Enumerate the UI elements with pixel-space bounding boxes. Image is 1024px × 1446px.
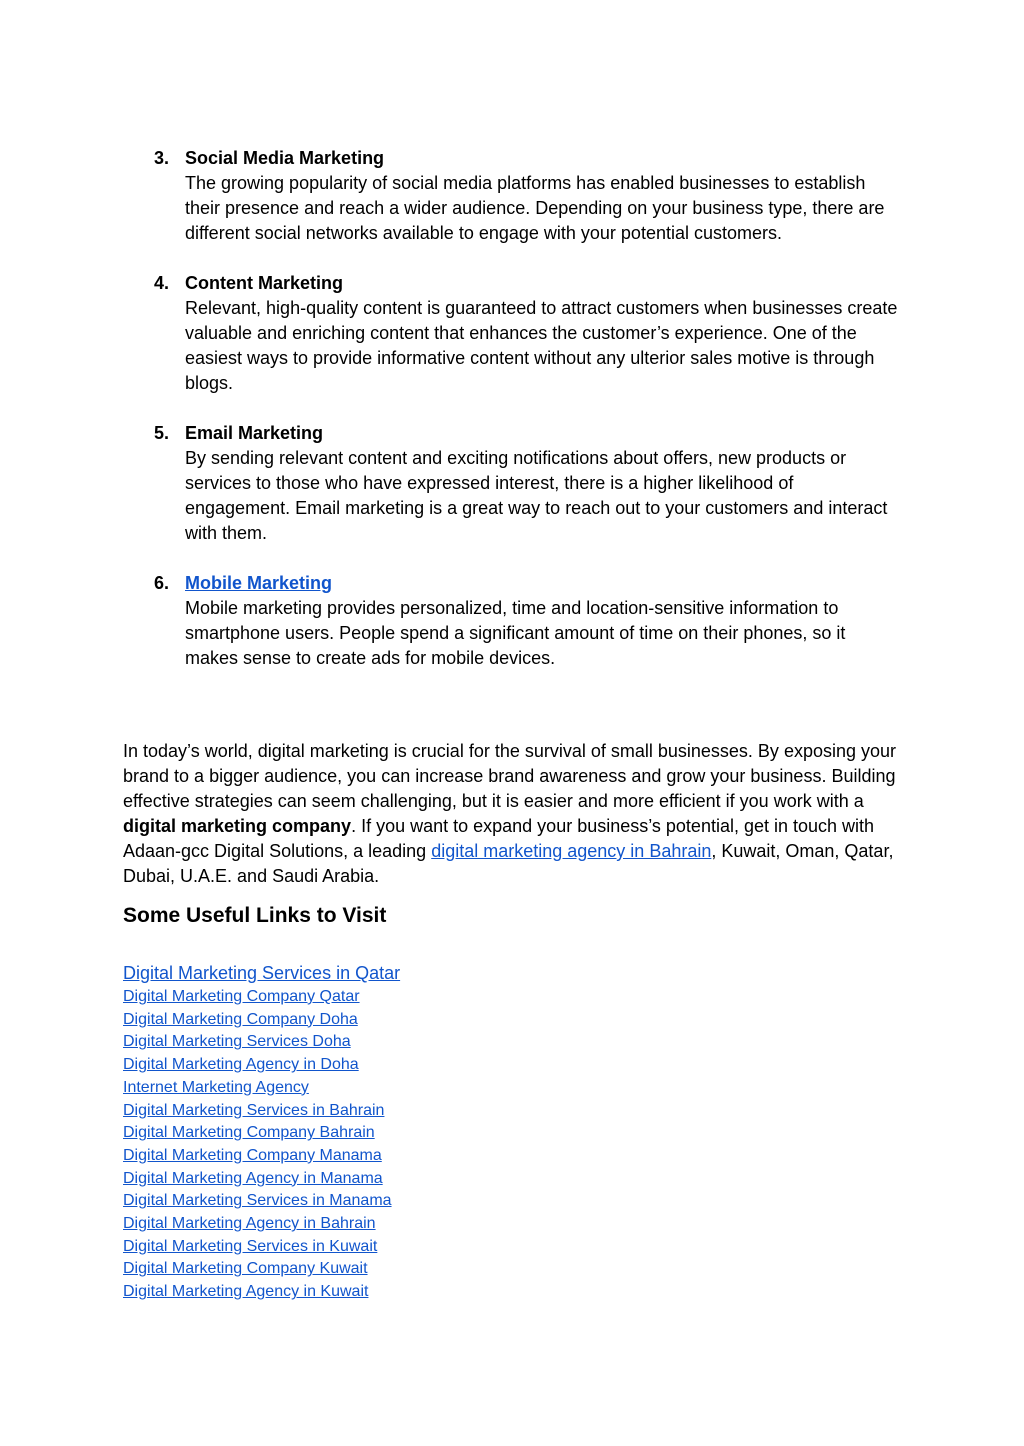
useful-links-list xyxy=(123,960,723,1304)
useful-link[interactable]: Digital Marketing Company Doha xyxy=(123,1010,358,1028)
list-item-body: By sending relevant content and exciting notifications about offers, new products or services to those who have expressed interest, there is a higher likelihood of engagement. Email marketing is a great way to reach out to your customers and interact with them. xyxy=(185,448,888,543)
list-number: 4. xyxy=(154,273,170,293)
summary-paragraph xyxy=(123,739,913,889)
useful-links-heading: Some Useful Links to Visit xyxy=(123,904,387,927)
useful-link[interactable]: Digital Marketing Services Doha xyxy=(123,1033,351,1051)
useful-link[interactable]: Digital Marketing Company Manama xyxy=(123,1146,382,1164)
list-item-social-media xyxy=(123,146,903,246)
list-item-title: Email Marketing xyxy=(185,423,324,443)
useful-link[interactable]: Digital Marketing Services in Qatar xyxy=(123,963,401,983)
list-item-mobile xyxy=(123,571,903,671)
list-item-title: Content Marketing xyxy=(185,273,344,293)
list-number: 5. xyxy=(154,423,170,443)
mobile-marketing-link[interactable]: Mobile Marketing xyxy=(185,573,333,593)
useful-link[interactable]: Internet Marketing Agency xyxy=(123,1078,309,1096)
list-item-title: Social Media Marketing xyxy=(185,148,385,168)
digital-marketing-agency-bahrain-link[interactable]: digital marketing agency in Bahrain xyxy=(431,841,712,861)
paragraph-text: In today’s world, digital marketing is crucial for the survival of small businesses. By exposing your brand to a bigger audience, you can increase brand awareness and grow your business. Building effective strategies can seem challenging, but it is easier and more efficient if you work with a xyxy=(123,741,897,811)
list-item-email xyxy=(123,421,903,546)
list-number: 6. xyxy=(154,573,170,593)
list-item-body: The growing popularity of social media platforms has enabled businesses to establish their presence and reach a wider audience. Depending on your business type, there are different social networks available to engage with your potential customers. xyxy=(185,173,885,243)
useful-link[interactable]: Digital Marketing Agency in Bahrain xyxy=(123,1215,376,1233)
useful-link[interactable]: Digital Marketing Agency in Manama xyxy=(123,1169,383,1187)
useful-link[interactable]: Digital Marketing Company Bahrain xyxy=(123,1124,375,1142)
useful-link[interactable]: Digital Marketing Company Qatar xyxy=(123,988,360,1005)
paragraph-text: , Kuwait, Oman, Qatar, Dubai, U.A.E. and Saudi Arabia. xyxy=(123,841,894,886)
useful-link[interactable]: Digital Marketing Agency in Doha xyxy=(123,1056,359,1074)
useful-link[interactable]: Digital Marketing Services in Kuwait xyxy=(123,1237,378,1255)
paragraph-text: . If you want to expand your business’s potential, get in touch with Adaan-gcc Digital Solutions, a leading xyxy=(123,816,875,861)
marketing-types-list xyxy=(123,146,903,696)
useful-link[interactable]: Digital Marketing Company Kuwait xyxy=(123,1260,368,1278)
paragraph-bold-text: digital marketing company xyxy=(123,816,352,836)
useful-link[interactable]: Digital Marketing Services in Bahrain xyxy=(123,1101,385,1119)
list-item-content xyxy=(123,271,903,396)
list-item-body: Mobile marketing provides personalized, time and location-sensitive information to smartphone users. People spend a significant amount of time on their phones, so it makes sense to create ads for mobile devices. xyxy=(185,598,846,668)
useful-link[interactable]: Digital Marketing Services in Manama xyxy=(123,1192,392,1210)
useful-link[interactable]: Digital Marketing Agency in Kuwait xyxy=(123,1283,369,1301)
list-number: 3. xyxy=(154,148,170,168)
list-item-body: Relevant, high-quality content is guaranteed to attract customers when businesses create valuable and enriching content that enhances the customer’s experience. One of the easiest ways to provide informative content without any ulterior sales motive is through blogs. xyxy=(185,298,898,393)
